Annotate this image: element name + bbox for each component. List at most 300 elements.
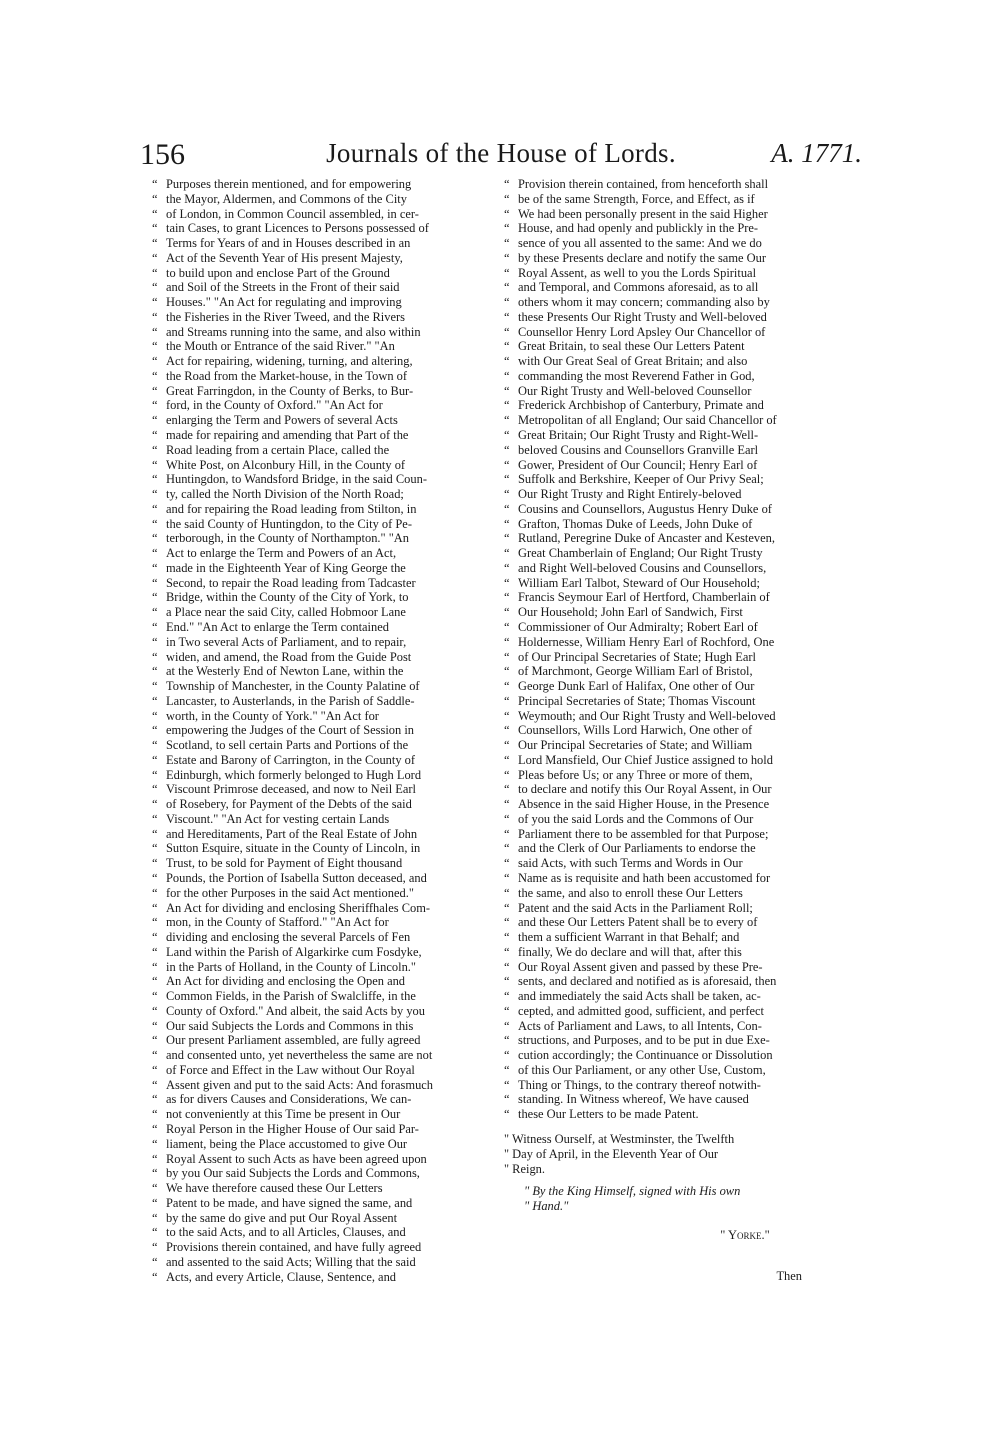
- quote-mark: “: [504, 250, 510, 265]
- line-text: Counsellor Henry Lord Apsley Our Chancellor of: [518, 324, 766, 339]
- quote-mark: “: [504, 546, 510, 561]
- text-line: [152, 1196, 504, 1211]
- quote-mark: “: [504, 191, 510, 206]
- line-text: empowering the Judges of the Court of Session in: [166, 723, 415, 738]
- line-text: Counsellors, Wills Lord Harwich, One other of: [518, 723, 753, 738]
- quote-mark: “: [152, 944, 158, 959]
- text-line: [152, 1019, 504, 1034]
- line-text: " By the King Himself, signed with His own: [524, 1184, 741, 1199]
- quote-mark: “: [152, 1254, 158, 1269]
- quote-mark: “: [504, 811, 510, 826]
- line-text: beloved Cousins and Counsellors Granville Earl: [518, 442, 759, 457]
- text-line: [504, 354, 866, 369]
- line-text: cution accordingly; the Continuance or Dissolution: [518, 1048, 773, 1063]
- signer: " Yorke.": [720, 1227, 770, 1242]
- quote-mark: “: [504, 206, 510, 221]
- line-text: by the same do give and put Our Royal Assent: [166, 1210, 398, 1225]
- line-text: the Road from the Market-house, in the Town of: [166, 368, 408, 383]
- text-line: [152, 679, 504, 694]
- line-text: Provision therein contained, from henceforth shall: [518, 177, 769, 191]
- line-text: Patent to be made, and have signed the same, and: [166, 1195, 413, 1210]
- quote-mark: “: [152, 265, 158, 280]
- line-text: Patent and the said Acts in the Parliament Roll;: [518, 900, 753, 915]
- quote-mark: “: [152, 442, 158, 457]
- line-text: these Presents Our Right Trusty and Well-beloved: [518, 309, 767, 324]
- line-text: Estate and Barony of Carrington, in the County of: [166, 752, 416, 767]
- quote-mark: “: [504, 856, 510, 871]
- line-text: Our Right Trusty and Right Entirely-beloved: [518, 487, 742, 502]
- text-line: [152, 472, 504, 487]
- quote-mark: “: [152, 767, 158, 782]
- line-text: at the Westerly End of Newton Lane, within the: [166, 664, 404, 679]
- text-line: [504, 546, 866, 561]
- text-line: [504, 266, 866, 281]
- line-text: commanding the most Reverend Father in God,: [518, 368, 755, 383]
- line-text: Acts of Parliament and Laws, to all Intents, Con-: [518, 1018, 762, 1033]
- line-text: in the Parts of Holland, in the County of Lincoln.": [166, 959, 416, 974]
- quote-mark: “: [504, 501, 510, 516]
- quote-mark: “: [504, 339, 510, 354]
- line-text: Act for repairing, widening, turning, and altering,: [166, 354, 413, 369]
- line-text: White Post, on Alconbury Hill, in the County of: [166, 457, 406, 472]
- line-text: Second, to repair the Road leading from Tadcaster: [166, 575, 416, 590]
- text-line: [504, 974, 866, 989]
- text-line: [504, 502, 866, 517]
- line-text: in Two several Acts of Parliament, and to repair,: [166, 634, 407, 649]
- text-line: [152, 768, 504, 783]
- line-text: sents, and declared and notified as is aforesaid, then: [518, 974, 777, 989]
- text-line: [152, 458, 504, 473]
- text-line: [152, 827, 504, 842]
- line-text: Provisions therein contained, and have fully agreed: [166, 1240, 422, 1255]
- line-text: Great Farringdon, in the County of Berks, to Bur-: [166, 383, 414, 398]
- page-number: 156: [140, 138, 185, 171]
- quote-mark: “: [152, 1240, 158, 1255]
- text-line: [152, 664, 504, 679]
- text-line: [504, 930, 866, 945]
- text-line: [504, 945, 866, 960]
- text-line: [152, 354, 504, 369]
- text-line: [152, 192, 504, 207]
- quote-mark: “: [152, 723, 158, 738]
- quote-mark: “: [504, 1048, 510, 1063]
- line-text: for the other Purposes in the said Act mentioned.": [166, 885, 414, 900]
- line-text: Assent given and put to the said Acts: And forasmuch: [166, 1077, 434, 1092]
- line-text: Holdernesse, William Henry Earl of Rochford, One: [518, 634, 775, 649]
- quote-mark: “: [152, 1195, 158, 1210]
- quote-mark: “: [504, 930, 510, 945]
- text-line: [152, 1122, 504, 1137]
- quote-mark: “: [152, 782, 158, 797]
- text-line: [504, 561, 866, 576]
- line-text: Royal Assent to such Acts as have been agreed upon: [166, 1151, 427, 1166]
- quote-mark: “: [152, 605, 158, 620]
- quote-mark: “: [152, 295, 158, 310]
- quote-mark: “: [152, 1018, 158, 1033]
- quote-mark: “: [152, 752, 158, 767]
- quote-mark: “: [504, 265, 510, 280]
- line-text: Terms for Years of and in Houses described in an: [166, 236, 411, 251]
- quote-mark: “: [504, 900, 510, 915]
- quote-mark: “: [152, 870, 158, 885]
- page-header: [140, 138, 862, 178]
- quote-mark: “: [504, 944, 510, 959]
- text-line: [152, 812, 504, 827]
- text-line: [152, 517, 504, 532]
- quote-mark: “: [504, 959, 510, 974]
- quote-mark: “: [152, 841, 158, 856]
- line-text: and Soil of the Streets in the Front of their said: [166, 280, 400, 295]
- quote-mark: “: [152, 1210, 158, 1225]
- text-line: [152, 280, 504, 295]
- text-line: [152, 1211, 504, 1226]
- text-line: [152, 398, 504, 413]
- text-line: [152, 1048, 504, 1063]
- text-line: [152, 236, 504, 251]
- line-text: Trust, to be sold for Payment of Eight thousand: [166, 856, 403, 871]
- text-line: [504, 738, 866, 753]
- quote-mark: “: [504, 442, 510, 457]
- line-text: sence of you all assented to the same: And we do: [518, 236, 762, 251]
- quote-mark: “: [152, 1107, 158, 1122]
- line-text: Absence in the said Higher House, in the Presence: [518, 797, 770, 812]
- line-text: and for repairing the Road leading from Stilton, in: [166, 501, 417, 516]
- text-line: [504, 650, 866, 665]
- quote-mark: “: [504, 708, 510, 723]
- quote-mark: “: [152, 1077, 158, 1092]
- quote-mark: “: [152, 472, 158, 487]
- text-line: [504, 221, 866, 236]
- line-text: of this Our Parliament, or any other Use, Custom,: [518, 1062, 766, 1077]
- quote-mark: “: [504, 1003, 510, 1018]
- text-line: [152, 605, 504, 620]
- text-line: [504, 177, 866, 192]
- line-text: Royal Person in the Higher House of Our said Par-: [166, 1122, 419, 1136]
- quote-mark: “: [504, 1092, 510, 1107]
- line-text: the Fisheries in the River Tweed, and the Rivers: [166, 309, 405, 324]
- quote-mark: “: [152, 1048, 158, 1063]
- line-text: An Act for dividing and enclosing the Open and: [166, 974, 406, 989]
- line-text: and assented to the said Acts; Willing that the said: [166, 1254, 416, 1269]
- line-text: Principal Secretaries of State; Thomas Viscount: [518, 693, 756, 708]
- line-text: standing. In Witness whereof, We have caused: [518, 1092, 749, 1107]
- text-line: [152, 428, 504, 443]
- line-text: County of Oxford." And albeit, the said Acts by you: [166, 1003, 425, 1018]
- line-text: " Hand.": [524, 1199, 569, 1214]
- quote-mark: “: [152, 1092, 158, 1107]
- line-text: Metropolitan of all England; Our said Chancellor of: [518, 413, 777, 428]
- quote-mark: “: [504, 383, 510, 398]
- line-text: the Mouth or Entrance of the said River." "An: [166, 339, 395, 354]
- quote-mark: “: [152, 383, 158, 398]
- text-line: [504, 841, 866, 856]
- text-line: [152, 620, 504, 635]
- line-text: Common Fields, in the Parish of Swalcliffe, in the: [166, 989, 416, 1004]
- quote-mark: “: [152, 1122, 158, 1136]
- line-text: the said County of Huntingdon, to the City of Pe-: [166, 516, 412, 531]
- quote-mark: “: [152, 191, 158, 206]
- quote-mark: “: [152, 826, 158, 841]
- text-line: [152, 1270, 504, 1285]
- text-line: [152, 930, 504, 945]
- text-line: [504, 1004, 866, 1019]
- line-text: by these Presents declare and notify the same Our: [518, 250, 766, 265]
- text-line: [504, 325, 866, 340]
- text-line: [152, 650, 504, 665]
- text-line: [504, 679, 866, 694]
- text-line: [152, 251, 504, 266]
- text-line: [504, 605, 866, 620]
- line-text: them a sufficient Warrant in that Behalf; and: [518, 930, 740, 945]
- line-text: House, and had openly and publickly in the Pre-: [518, 221, 759, 236]
- line-text: Royal Assent, as well to you the Lords Spiritual: [518, 265, 757, 280]
- quote-mark: “: [504, 664, 510, 679]
- line-text: and consented unto, yet nevertheless the same are not: [166, 1048, 433, 1063]
- quote-mark: “: [504, 634, 510, 649]
- text-line: [504, 590, 866, 605]
- line-text: Lord Mansfield, Our Chief Justice assigned to hold: [518, 752, 773, 767]
- quote-mark: “: [504, 826, 510, 841]
- text-line: [504, 1162, 866, 1177]
- text-line: [152, 502, 504, 517]
- line-text: " Witness Ourself, at Westminster, the Twelfth: [504, 1132, 735, 1146]
- text-line: [504, 472, 866, 487]
- quote-mark: “: [504, 782, 510, 797]
- quote-mark: “: [504, 398, 510, 413]
- text-line: [504, 782, 866, 797]
- quote-mark: “: [152, 797, 158, 812]
- text-line: [152, 797, 504, 812]
- quote-mark: “: [504, 295, 510, 310]
- line-text: terborough, in the County of Northampton." "An: [166, 531, 409, 546]
- quote-mark: “: [504, 915, 510, 930]
- line-text: as for divers Causes and Considerations, We can-: [166, 1092, 412, 1107]
- quote-mark: “: [152, 236, 158, 251]
- line-text: by you Our said Subjects the Lords and Commons,: [166, 1166, 420, 1181]
- quote-mark: “: [152, 309, 158, 324]
- line-text: finally, We do declare and will that, after this: [518, 944, 742, 959]
- quote-mark: “: [152, 811, 158, 826]
- quote-mark: “: [152, 1033, 158, 1048]
- quote-mark: “: [504, 1033, 510, 1048]
- quote-mark: “: [504, 457, 510, 472]
- quote-mark: “: [152, 989, 158, 1004]
- quote-mark: “: [504, 177, 510, 191]
- quote-mark: “: [152, 413, 158, 428]
- line-text: Name as is requisite and hath been accustomed for: [518, 870, 771, 885]
- text-line: [152, 384, 504, 399]
- text-line: [152, 841, 504, 856]
- text-line: [504, 517, 866, 532]
- text-line: [152, 1107, 504, 1122]
- line-text: widen, and amend, the Road from the Guide Post: [166, 649, 412, 664]
- line-text: Our said Subjects the Lords and Commons in this: [166, 1018, 414, 1033]
- quote-mark: “: [152, 1151, 158, 1166]
- quote-mark: “: [504, 767, 510, 782]
- quote-mark: “: [504, 516, 510, 531]
- line-text: worth, in the County of York." "An Act for: [166, 708, 379, 723]
- line-text: Land within the Parish of Algarkirke cum Fosdyke,: [166, 944, 422, 959]
- line-text: these Our Letters to be made Patent.: [518, 1107, 699, 1122]
- quote-mark: “: [152, 250, 158, 265]
- text-line: [504, 709, 866, 724]
- text-line: [504, 1033, 866, 1048]
- line-text: Francis Seymour Earl of Hertford, Chamberlain of: [518, 590, 770, 605]
- quote-mark: “: [152, 664, 158, 679]
- quote-mark: “: [152, 575, 158, 590]
- line-text: " Day of April, in the Eleventh Year of Our: [504, 1146, 719, 1161]
- text-line: [152, 221, 504, 236]
- line-text: Act of the Seventh Year of His present Majesty,: [166, 250, 403, 265]
- dateline: [504, 1132, 866, 1176]
- text-line: [152, 1004, 504, 1019]
- line-text: structions, and Purposes, and to be put in due Exe-: [518, 1033, 770, 1048]
- line-text: Great Chamberlain of England; Our Right Trusty: [518, 546, 763, 561]
- line-text: Lancaster, to Austerlands, in the Parish of Saddle-: [166, 693, 415, 708]
- line-text: and Streams running into the same, and also within: [166, 324, 421, 339]
- line-text: End." "An Act to enlarge the Term contained: [166, 619, 389, 634]
- line-text: William Earl Talbot, Steward of Our Household;: [518, 575, 760, 590]
- line-text: Our Principal Secretaries of State; and William: [518, 738, 753, 753]
- line-text: Bridge, within the County of the City of York, to: [166, 590, 409, 605]
- text-line: [504, 1132, 866, 1147]
- text-line: [504, 487, 866, 502]
- quote-mark: “: [152, 619, 158, 634]
- text-line: [504, 768, 866, 783]
- line-text: and the Clerk of Our Parliaments to endorse the: [518, 841, 756, 856]
- text-line: [152, 782, 504, 797]
- text-line: [504, 236, 866, 251]
- text-line: [504, 635, 866, 650]
- quote-mark: “: [152, 974, 158, 989]
- line-text: Great Britain, to seal these Our Letters Patent: [518, 339, 745, 354]
- right-column: [504, 177, 866, 1122]
- text-line: [504, 960, 866, 975]
- line-text: Our Household; John Earl of Sandwich, First: [518, 605, 743, 620]
- line-text: and these Our Letters Patent shall be to every of: [518, 915, 758, 930]
- quote-mark: “: [504, 885, 510, 900]
- quote-mark: “: [152, 856, 158, 871]
- signature-note: [504, 1184, 866, 1214]
- text-line: [504, 251, 866, 266]
- text-line: [152, 1137, 504, 1152]
- text-line: [504, 207, 866, 222]
- line-text: Viscount Primrose deceased, and now to Neil Earl: [166, 782, 417, 797]
- quote-mark: “: [152, 531, 158, 546]
- text-line: [152, 590, 504, 605]
- text-line: [152, 561, 504, 576]
- text-line: [152, 915, 504, 930]
- right-column-wrapper: [504, 177, 866, 1283]
- line-text: Scotland, to sell certain Parts and Portions of the: [166, 738, 409, 753]
- line-text: made in the Eighteenth Year of King George the: [166, 560, 406, 575]
- text-line: [504, 310, 866, 325]
- line-text: of Our Principal Secretaries of State; Hugh Earl: [518, 649, 756, 664]
- line-text: Weymouth; and Our Right Trusty and Well-beloved: [518, 708, 776, 723]
- line-text: and Hereditaments, Part of the Real Estate of John: [166, 826, 418, 841]
- line-text: Our present Parliament assembled, are fully agreed: [166, 1033, 421, 1048]
- text-line: [152, 753, 504, 768]
- page-title: Journals of the House of Lords.: [326, 138, 676, 168]
- line-text: dividing and enclosing the several Parcels of Fen: [166, 930, 411, 945]
- text-line: [504, 901, 866, 916]
- text-line: [504, 1092, 866, 1107]
- quote-mark: “: [504, 472, 510, 487]
- text-line: [152, 266, 504, 281]
- text-line: [504, 1147, 866, 1162]
- line-text: Suffolk and Berkshire, Keeper of Our Privy Seal;: [518, 472, 764, 487]
- text-line: [504, 753, 866, 768]
- text-line: [152, 1063, 504, 1078]
- line-text: a Place near the said City, called Hobmoor Lane: [166, 605, 406, 620]
- quote-mark: “: [152, 708, 158, 723]
- line-text: Houses." "An Act for regulating and improving: [166, 295, 402, 310]
- quote-mark: “: [504, 560, 510, 575]
- text-line: [504, 1048, 866, 1063]
- line-text: the Mayor, Aldermen, and Commons of the City: [166, 191, 407, 206]
- quote-mark: “: [152, 930, 158, 945]
- quote-mark: “: [504, 221, 510, 236]
- quote-mark: “: [152, 900, 158, 915]
- line-text: George Dunk Earl of Halifax, One other of Our: [518, 679, 755, 694]
- left-column: [152, 177, 504, 1284]
- quote-mark: “: [152, 679, 158, 694]
- text-line: [504, 989, 866, 1004]
- text-line: [504, 384, 866, 399]
- quote-mark: “: [504, 1018, 510, 1033]
- line-text: not conveniently at this Time be present in Our: [166, 1107, 401, 1122]
- quote-mark: “: [152, 177, 158, 191]
- text-line: [504, 398, 866, 413]
- quote-mark: “: [152, 560, 158, 575]
- text-line: [524, 1184, 866, 1199]
- line-text: Grafton, Thomas Duke of Leeds, John Duke of: [518, 516, 753, 531]
- quote-mark: “: [504, 989, 510, 1004]
- line-text: " Reign.: [504, 1161, 546, 1176]
- line-text: Frederick Archbishop of Canterbury, Primate and: [518, 398, 764, 413]
- text-line: [504, 413, 866, 428]
- text-line: [504, 1019, 866, 1034]
- quote-mark: “: [504, 841, 510, 856]
- text-line: [504, 458, 866, 473]
- quote-mark: “: [504, 1107, 510, 1122]
- line-text: liament, being the Place accustomed to give Our: [166, 1136, 408, 1151]
- line-text: and Temporal, and Commons aforesaid, as to all: [518, 280, 759, 295]
- quote-mark: “: [152, 428, 158, 443]
- quote-mark: “: [504, 1062, 510, 1077]
- line-text: Viscount." "An Act for vesting certain Lands: [166, 811, 390, 826]
- line-text: of Rosebery, for Payment of the Debts of the said: [166, 797, 412, 812]
- text-line: [152, 709, 504, 724]
- line-text: Parliament there to be assembled for that Purpose;: [518, 826, 769, 841]
- text-line: [152, 177, 504, 192]
- quote-mark: “: [504, 1077, 510, 1092]
- quote-mark: “: [152, 634, 158, 649]
- quote-mark: “: [152, 354, 158, 369]
- line-text: mon, in the County of Stafford." "An Act for: [166, 915, 389, 930]
- text-line: [152, 310, 504, 325]
- line-text: Gower, President of Our Council; Henry Earl of: [518, 457, 758, 472]
- line-text: of Force and Effect in the Law without Our Royal: [166, 1062, 415, 1077]
- quote-mark: “: [504, 531, 510, 546]
- line-text: enlarging the Term and Powers of several Acts: [166, 413, 398, 428]
- text-line: [504, 1078, 866, 1093]
- text-line: [504, 915, 866, 930]
- line-text: to declare and notify this Our Royal Assent, in Our: [518, 782, 772, 797]
- text-line: [152, 1152, 504, 1167]
- text-line: [504, 1107, 866, 1122]
- line-text: tain Cases, to grant Licences to Persons possessed of: [166, 221, 429, 236]
